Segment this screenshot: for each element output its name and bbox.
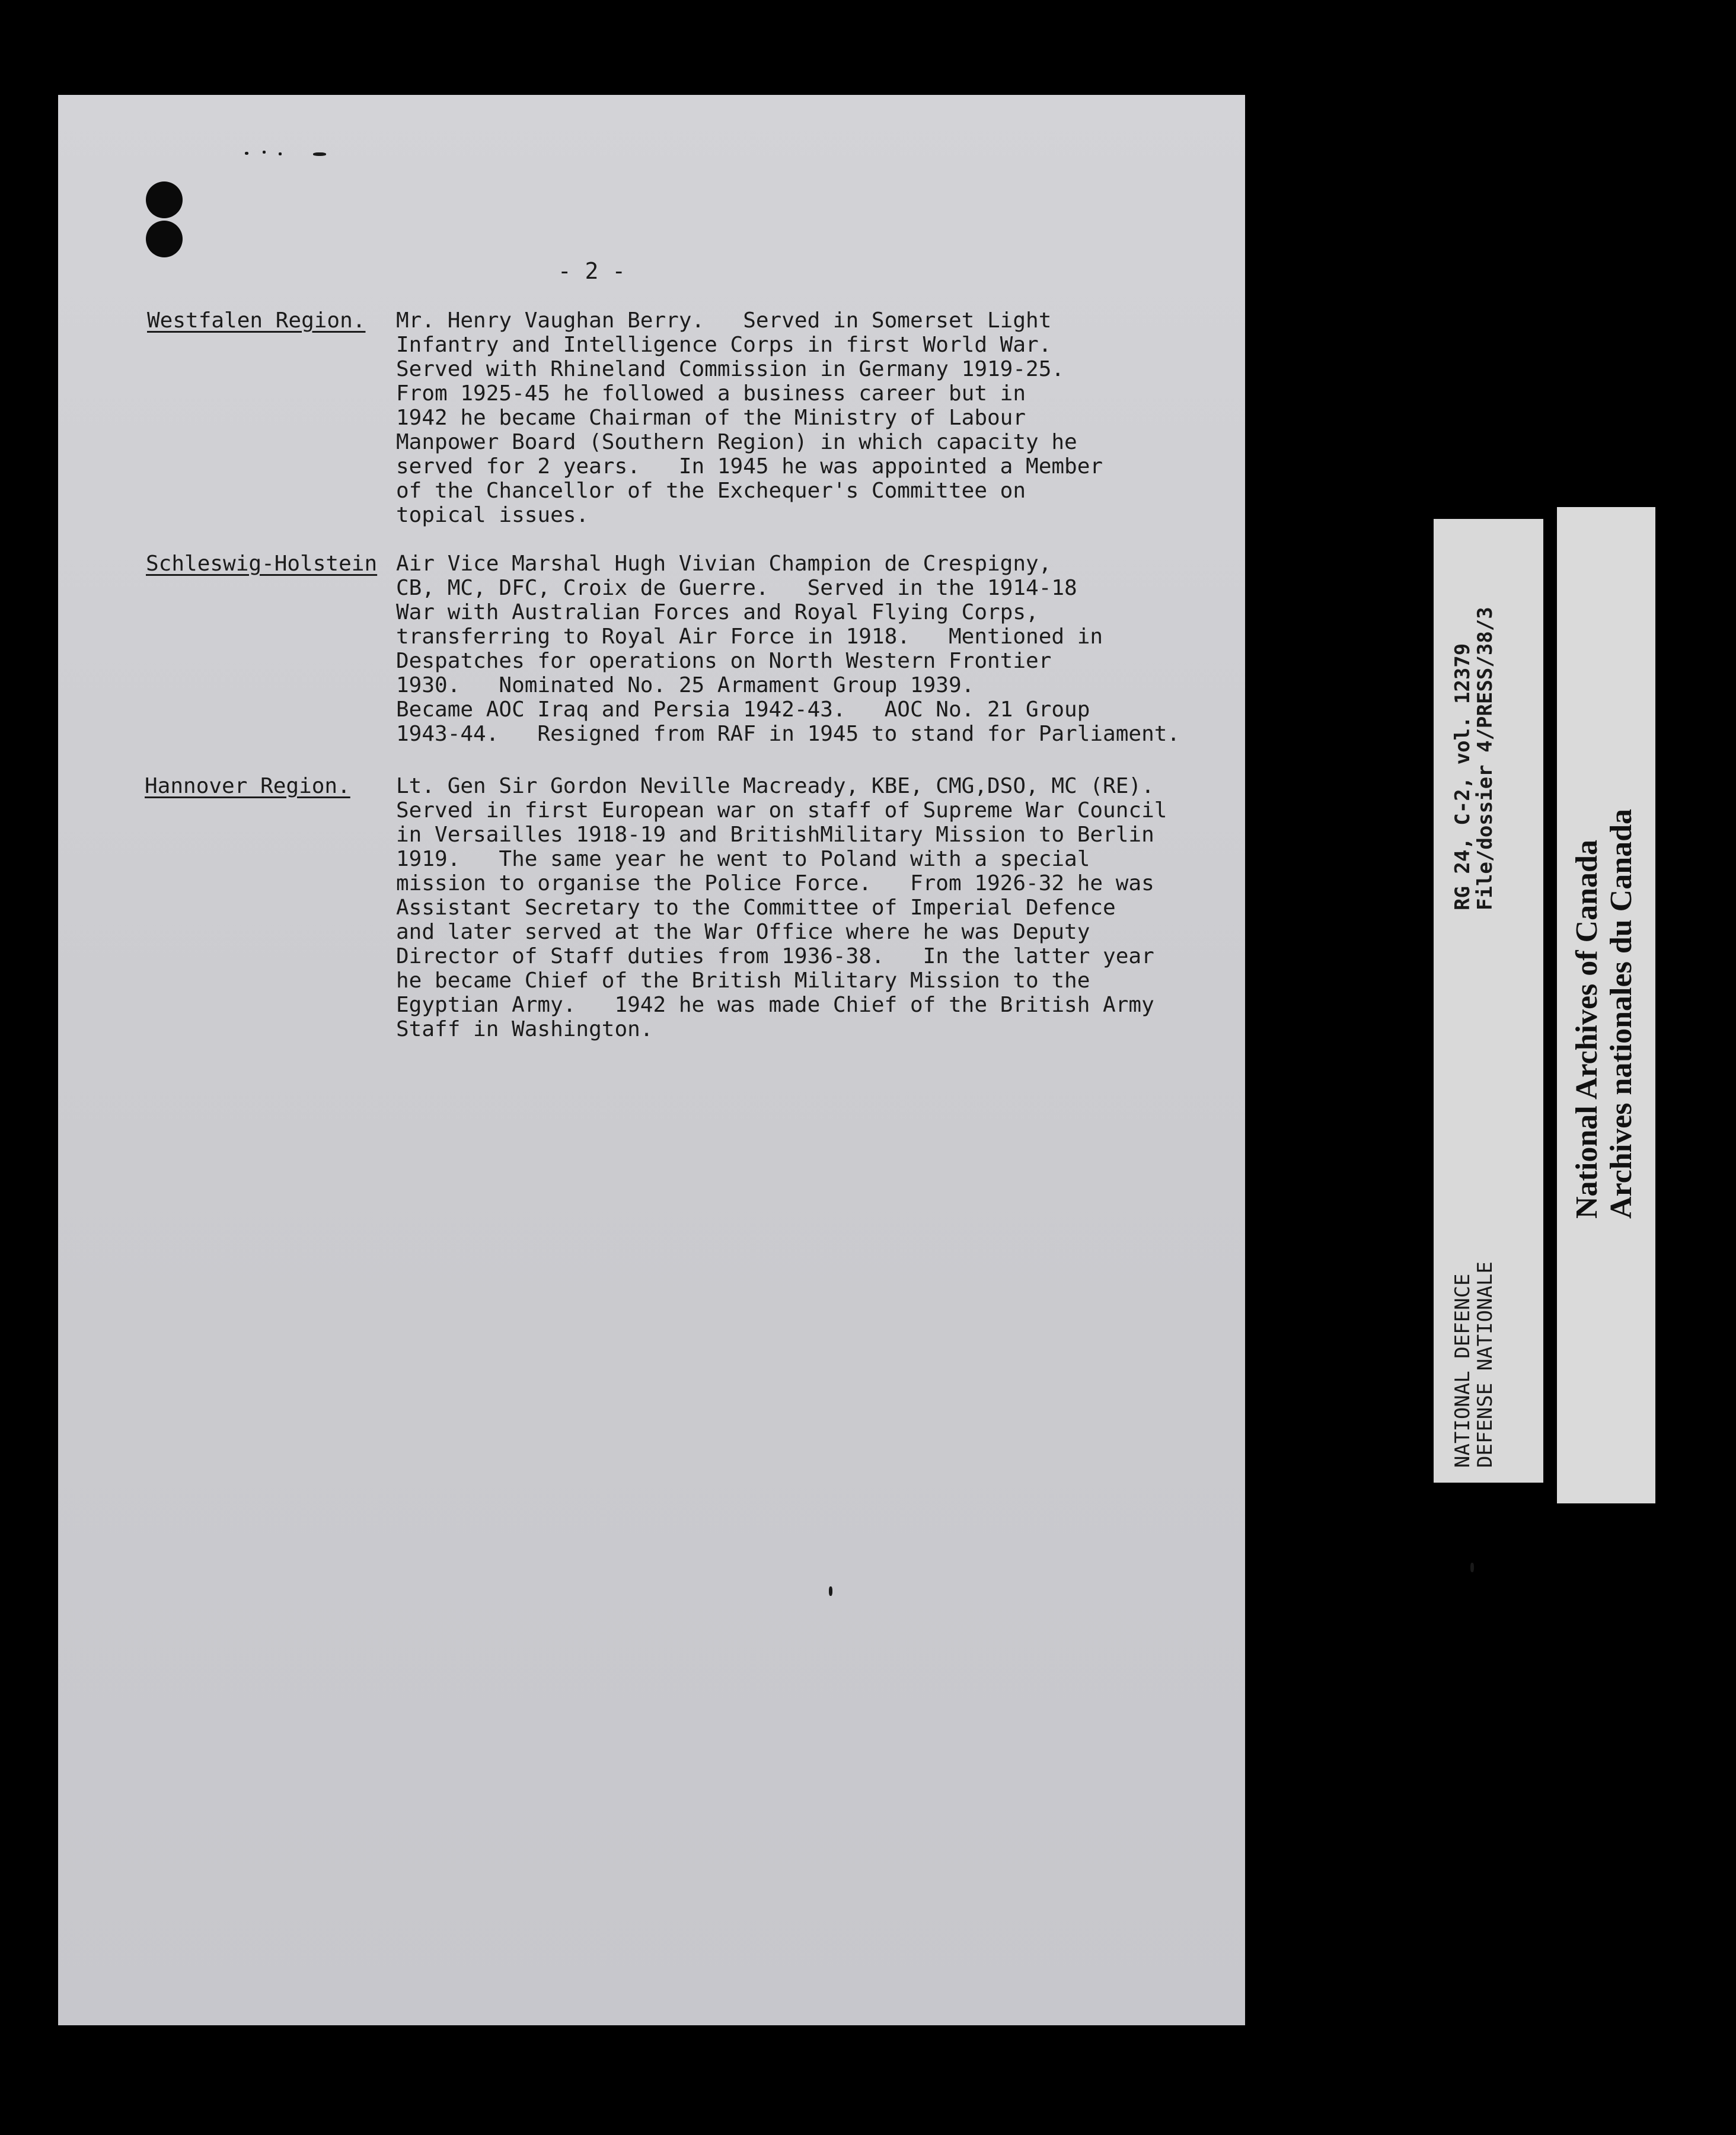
entry-body-schleswig-holstein: Air Vice Marshal Hugh Vivian Champion de Crespigny, CB, MC, DFC, Croix de Guerre. Served in the 1914-18 War with Australian Forces and Royal Flying Corps, transferring to Royal Air Force in 1918. Mentioned in Despatches for operations on North Western Frontier 1930. Nominated No. 25 Armament Group 1939. Became AOC Iraq and Persia 1942-43. AOC No. 21 Group 1943-44. Resigned from RAF in 1945 to stand for Parliament. bbox=[396, 552, 1180, 746]
national-defence-label bbox=[1434, 519, 1543, 1483]
reference-line: RG 24, C-2, vol. 12379 bbox=[1451, 643, 1475, 910]
ink-speck bbox=[279, 152, 282, 155]
department-line: NATIONAL DEFENCE bbox=[1451, 1273, 1475, 1468]
document-page bbox=[58, 95, 1245, 2025]
archives-block bbox=[1570, 809, 1639, 1219]
ink-speck bbox=[263, 151, 266, 154]
entry-body-hannover: Lt. Gen Sir Gordon Neville Macready, KBE, CMG,DSO, MC (RE). Served in first European war on staff of Supreme War Council in Versailles 1918-19 and BritishMilitary Mission to Berlin 1919. The same year he went to Poland with a special mission to organise the Police Force. From 1926-32 he was Assistant Secretary to the Committee of Imperial Defence and later served at the War Office where he was Deputy Director of Staff duties from 1936-38. In the latter year he became Chief of the British Military Mission to the Egyptian Army. 1942 he was made Chief of the British Army Staff in Washington. bbox=[396, 774, 1167, 1041]
archives-line: National Archives of Canada bbox=[1570, 840, 1604, 1219]
ink-speck bbox=[829, 1586, 832, 1596]
reference-block bbox=[1451, 607, 1496, 910]
ink-speck bbox=[1470, 1563, 1474, 1572]
archives-line: Archives nationales du Canada bbox=[1604, 808, 1638, 1219]
ink-speck bbox=[245, 152, 248, 155]
national-archives-label bbox=[1557, 507, 1655, 1503]
department-line: DEFENSE NATIONALE bbox=[1473, 1261, 1497, 1468]
entry-heading-westfalen: Westfalen Region. bbox=[147, 308, 366, 333]
entry-heading-hannover: Hannover Region. bbox=[145, 774, 350, 798]
punch-hole bbox=[146, 181, 183, 218]
department-block bbox=[1451, 1261, 1496, 1468]
ink-speck bbox=[313, 152, 326, 156]
punch-hole bbox=[146, 221, 183, 257]
entry-heading-schleswig-holstein: Schleswig-Holstein bbox=[146, 552, 378, 576]
entry-body-westfalen: Mr. Henry Vaughan Berry. Served in Somerset Light Infantry and Intelligence Corps in first World War. Served with Rhineland Commission in Germany 1919-25. From 1925-45 he followed a business career but in 1942 he became Chairman of the Ministry of Labour Manpower Board (Southern Region) in which capacity he served for 2 years. In 1945 he was appointed a Member of the Chancellor of the Exchequer's Committee on topical issues. bbox=[396, 308, 1103, 527]
page-number: - 2 - bbox=[557, 258, 626, 284]
reference-line: File/dossier 4/PRESS/38/3 bbox=[1473, 607, 1497, 910]
